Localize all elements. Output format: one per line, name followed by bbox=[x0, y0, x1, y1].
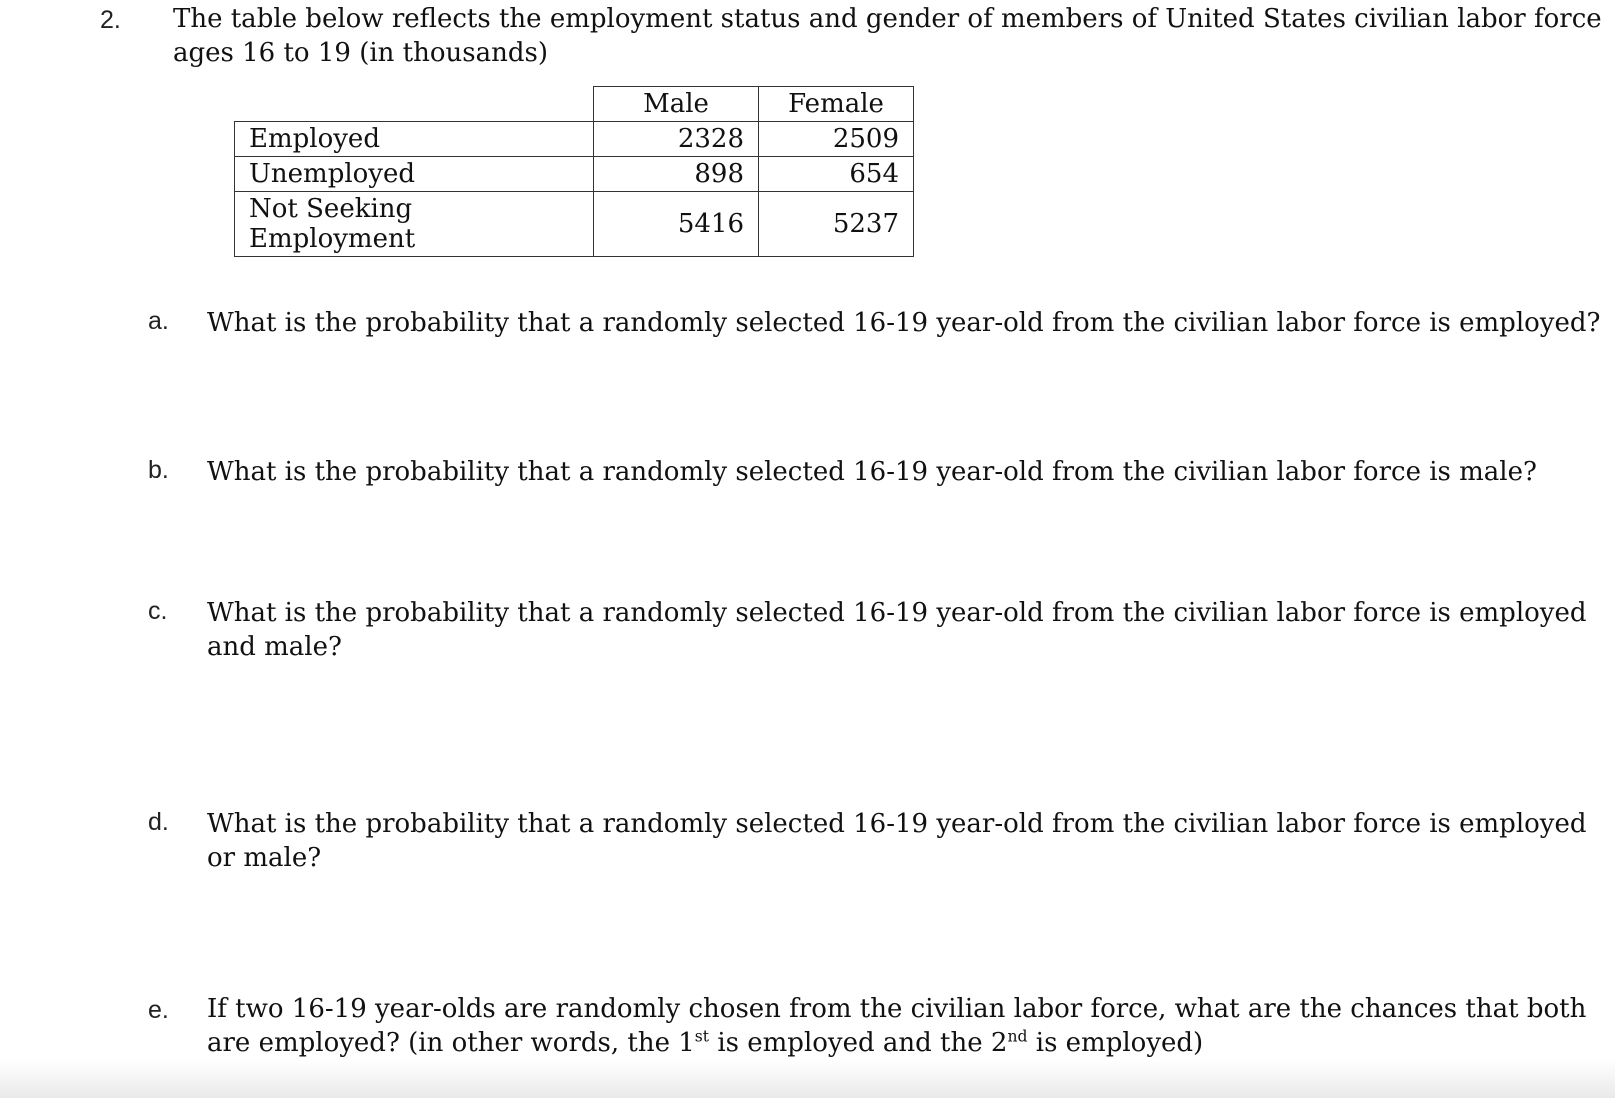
table-header-row bbox=[235, 87, 914, 122]
question-d-letter: d. bbox=[148, 808, 169, 836]
table-row bbox=[235, 157, 914, 192]
table-corner-cell bbox=[235, 87, 594, 122]
problem-intro-line2: ages 16 to 19 (in thousands) bbox=[173, 38, 548, 68]
question-d-line1: What is the probability that a randomly selected 16-19 year-old from the civilian labor force is employed bbox=[207, 809, 1587, 839]
problem-intro-line1: The table below reflects the employment status and gender of members of United States civilian labor force bbox=[173, 4, 1602, 34]
question-c-line2: and male? bbox=[207, 632, 342, 662]
question-e-part3: is employed) bbox=[1027, 1028, 1204, 1058]
column-header-female: Female bbox=[759, 87, 914, 122]
cell-unemployed-female: 654 bbox=[759, 157, 914, 192]
cell-not-seeking-male: 5416 bbox=[594, 192, 759, 257]
cell-employed-female: 2509 bbox=[759, 122, 914, 157]
question-e-letter: e. bbox=[148, 996, 169, 1024]
table-row bbox=[235, 192, 914, 257]
question-e-part2: is employed and the 2 bbox=[709, 1028, 1008, 1058]
question-d-text bbox=[207, 807, 1587, 875]
row-label-unemployed: Unemployed bbox=[235, 157, 594, 192]
question-b-text: What is the probability that a randomly selected 16-19 year-old from the civilian labor force is male? bbox=[207, 457, 1537, 487]
cell-unemployed-male: 898 bbox=[594, 157, 759, 192]
row-label-not-seeking: Not Seeking Employment bbox=[235, 192, 594, 257]
question-a-text: What is the probability that a randomly selected 16-19 year-old from the civilian labor force is employed? bbox=[207, 308, 1601, 338]
question-c-line1: What is the probability that a randomly selected 16-19 year-old from the civilian labor force is employed bbox=[207, 598, 1587, 628]
question-e-sup2: nd bbox=[1007, 1027, 1028, 1046]
employment-table bbox=[234, 86, 914, 257]
question-e-text bbox=[207, 992, 1586, 1060]
question-e-sup1: st bbox=[694, 1027, 710, 1046]
question-b-letter: b. bbox=[148, 456, 169, 484]
bottom-fade bbox=[0, 1060, 1615, 1098]
question-c-letter: c. bbox=[148, 597, 168, 625]
question-d-line2: or male? bbox=[207, 843, 322, 873]
cell-not-seeking-female: 5237 bbox=[759, 192, 914, 257]
table-row bbox=[235, 122, 914, 157]
problem-number: 2. bbox=[100, 6, 121, 34]
row-label-employed: Employed bbox=[235, 122, 594, 157]
question-c-text bbox=[207, 596, 1587, 664]
cell-employed-male: 2328 bbox=[594, 122, 759, 157]
question-a-letter: a. bbox=[148, 307, 169, 335]
question-e-line2 bbox=[207, 1026, 1586, 1060]
question-e-line1: If two 16-19 year-olds are randomly chosen from the civilian labor force, what are the chances that both bbox=[207, 994, 1587, 1024]
column-header-male: Male bbox=[594, 87, 759, 122]
problem-intro bbox=[173, 2, 1602, 70]
question-e-part1: are employed? (in other words, the 1 bbox=[207, 1028, 695, 1058]
